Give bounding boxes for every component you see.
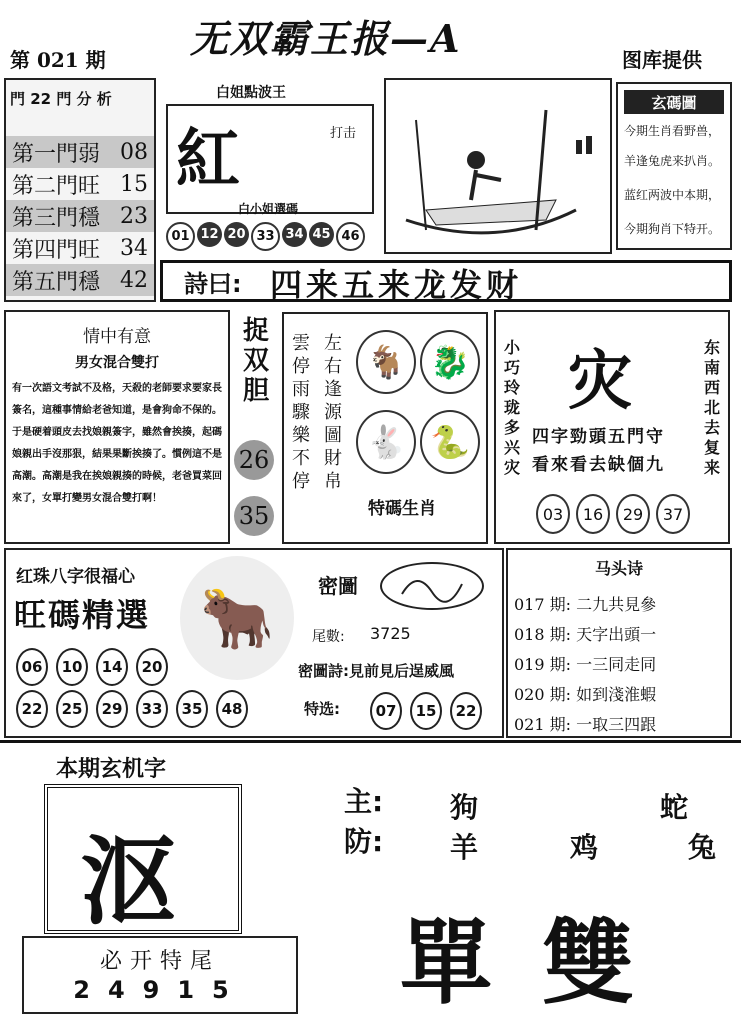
horse-line: 021 期: 一取三四跟 [514,715,657,734]
tail-label: 尾數: [312,629,345,645]
page-title: 无双霸王报—A [190,16,462,61]
wave-color: 紅 [176,122,240,197]
number-ball: 34 [282,222,307,247]
select-title: 旺碼精選 [14,596,151,634]
gate-row: 第四門旺 34 [12,235,148,263]
xuan-title: 本期玄机字 [56,757,167,782]
riddle-line: 四字勁頭五門守 [532,427,665,447]
code-title: 玄碼圖 [624,90,724,114]
gate-row: 第一門弱 08 [6,136,154,168]
number-oval: 15 [410,692,442,730]
gate-row: 第三門穩 23 [6,200,154,232]
wave-note: 打击 [330,126,357,141]
xuan-char: 沤 [80,825,176,938]
defense-animal: 羊 [450,831,479,864]
boat-fisherman-icon [386,80,610,252]
disaster-verse-right: 东南西北去复来 [703,338,720,477]
catch-label: 捉双胆 [242,316,269,406]
number-oval: 20 [136,648,168,686]
number-oval: 06 [16,648,48,686]
number-oval: 48 [216,690,248,728]
disaster-numbers [536,494,690,534]
main-label: 主: [344,785,384,818]
catch-number: 35 [234,496,274,536]
tail-value: 3725 [370,624,411,643]
horse-line: 019 期: 一三同走同 [514,655,657,674]
wave-title: 白姐點波王 [216,85,286,101]
secret-image [380,562,484,610]
horse-title: 马头诗 [594,559,643,578]
story-title: 情中有意 [83,327,151,347]
select-row [16,648,168,686]
catch-number: 26 [234,440,274,480]
story-text: 有一次語文考試不及格，天殺的老師要求要家長簽名，這種事情給老爸知道，是會狗命不保的。于是硬着頭皮去找娘親簽字，雖然會挨揍，起碼娘親出手沒那狠，結果果斷挨揍了。慣例這不是高潮。高潮是我在挨娘親揍的時候，老爸買菜回來了，女單打變男女混合雙打啊！ [12,383,222,504]
number-ring: 37 [656,494,690,534]
disaster-char: 灾 [568,344,632,419]
code-line: 今期生肖看野兽， [624,124,721,138]
defense-animal: 兔 [688,831,717,864]
number-oval: 22 [16,690,48,728]
wave-subtitle: 白小姐選碼 [238,202,299,216]
number-ring: 29 [616,494,650,534]
horse-line: 020 期: 如到淺淮蝦 [514,685,657,704]
poem-text: 四来五来龙发财 [270,266,523,304]
tail-title: 必开特尾 [99,949,220,974]
number-ring: 16 [576,494,610,534]
wave-balls [166,222,365,251]
story-subtitle: 男女混合雙打 [75,355,159,371]
zodiac-verse: 雲停雨驟樂不停 [292,333,310,492]
gates-title: 門 22 門 分 析 [10,90,112,108]
code-line: 今期狗肖下特开。 [624,222,721,236]
main-animal: 狗 [450,791,479,824]
snake-icon: 🐍 [420,410,480,474]
number-oval: 25 [56,690,88,728]
number-oval: 07 [370,692,402,730]
ox-icon: 🐂 [180,556,294,680]
number-oval: 22 [450,692,482,730]
select-row [16,690,248,728]
gate-row: 第五門穩 42 [6,264,154,296]
dragon-icon: 🐉 [420,330,480,394]
code-line: 羊逢兔虎来扒肖。 [624,154,721,168]
issue-number: 第 021 期 [10,48,106,72]
odd-even: 單雙 [400,909,685,1017]
code-line: 蓝红两波中本期， [624,188,721,202]
number-ball: 46 [336,222,365,251]
secret-poem: 密圖詩:見前見后逞威風 [298,662,454,680]
number-ball: 20 [224,222,249,247]
divider [0,740,741,743]
number-oval: 14 [96,648,128,686]
goat-icon: 🐐 [356,330,416,394]
rabbit-icon: 🐇 [356,410,416,474]
boat-illustration [384,78,612,254]
poem-label: 詩曰: [184,270,242,298]
special-label: 特选: [304,700,340,718]
main-animal: 蛇 [660,791,689,824]
number-oval: 29 [96,690,128,728]
number-ball: 12 [197,222,222,247]
number-oval: 10 [56,648,88,686]
horse-line: 017 期: 二九共見參 [514,595,657,614]
number-ball: 01 [166,222,195,251]
zodiac-verse: 左右逢源圖財帛 [324,333,342,492]
number-ball: 33 [251,222,280,251]
provider-label: 图库提供 [622,48,702,72]
tail-digits: 24915 [73,976,247,1004]
defense-label: 防: [344,825,384,858]
horse-line: 018 期: 天字出頭一 [514,625,657,644]
secret-label: 密圖 [318,574,358,598]
red-slogan: 红珠八字很福心 [16,567,135,587]
defense-animal: 鸡 [570,831,599,864]
disaster-verse-left: 小巧玲珑多兴灾 [503,338,520,477]
special-numbers [370,692,482,730]
zodiac-label: 特碼生肖 [368,499,436,519]
number-oval: 35 [176,690,208,728]
riddle-line: 看來看去缺個九 [532,455,665,475]
scribble-icon [382,564,482,608]
number-oval: 33 [136,690,168,728]
gate-row: 第二門旺 15 [12,171,148,199]
number-ball: 45 [309,222,334,247]
number-ring: 03 [536,494,570,534]
